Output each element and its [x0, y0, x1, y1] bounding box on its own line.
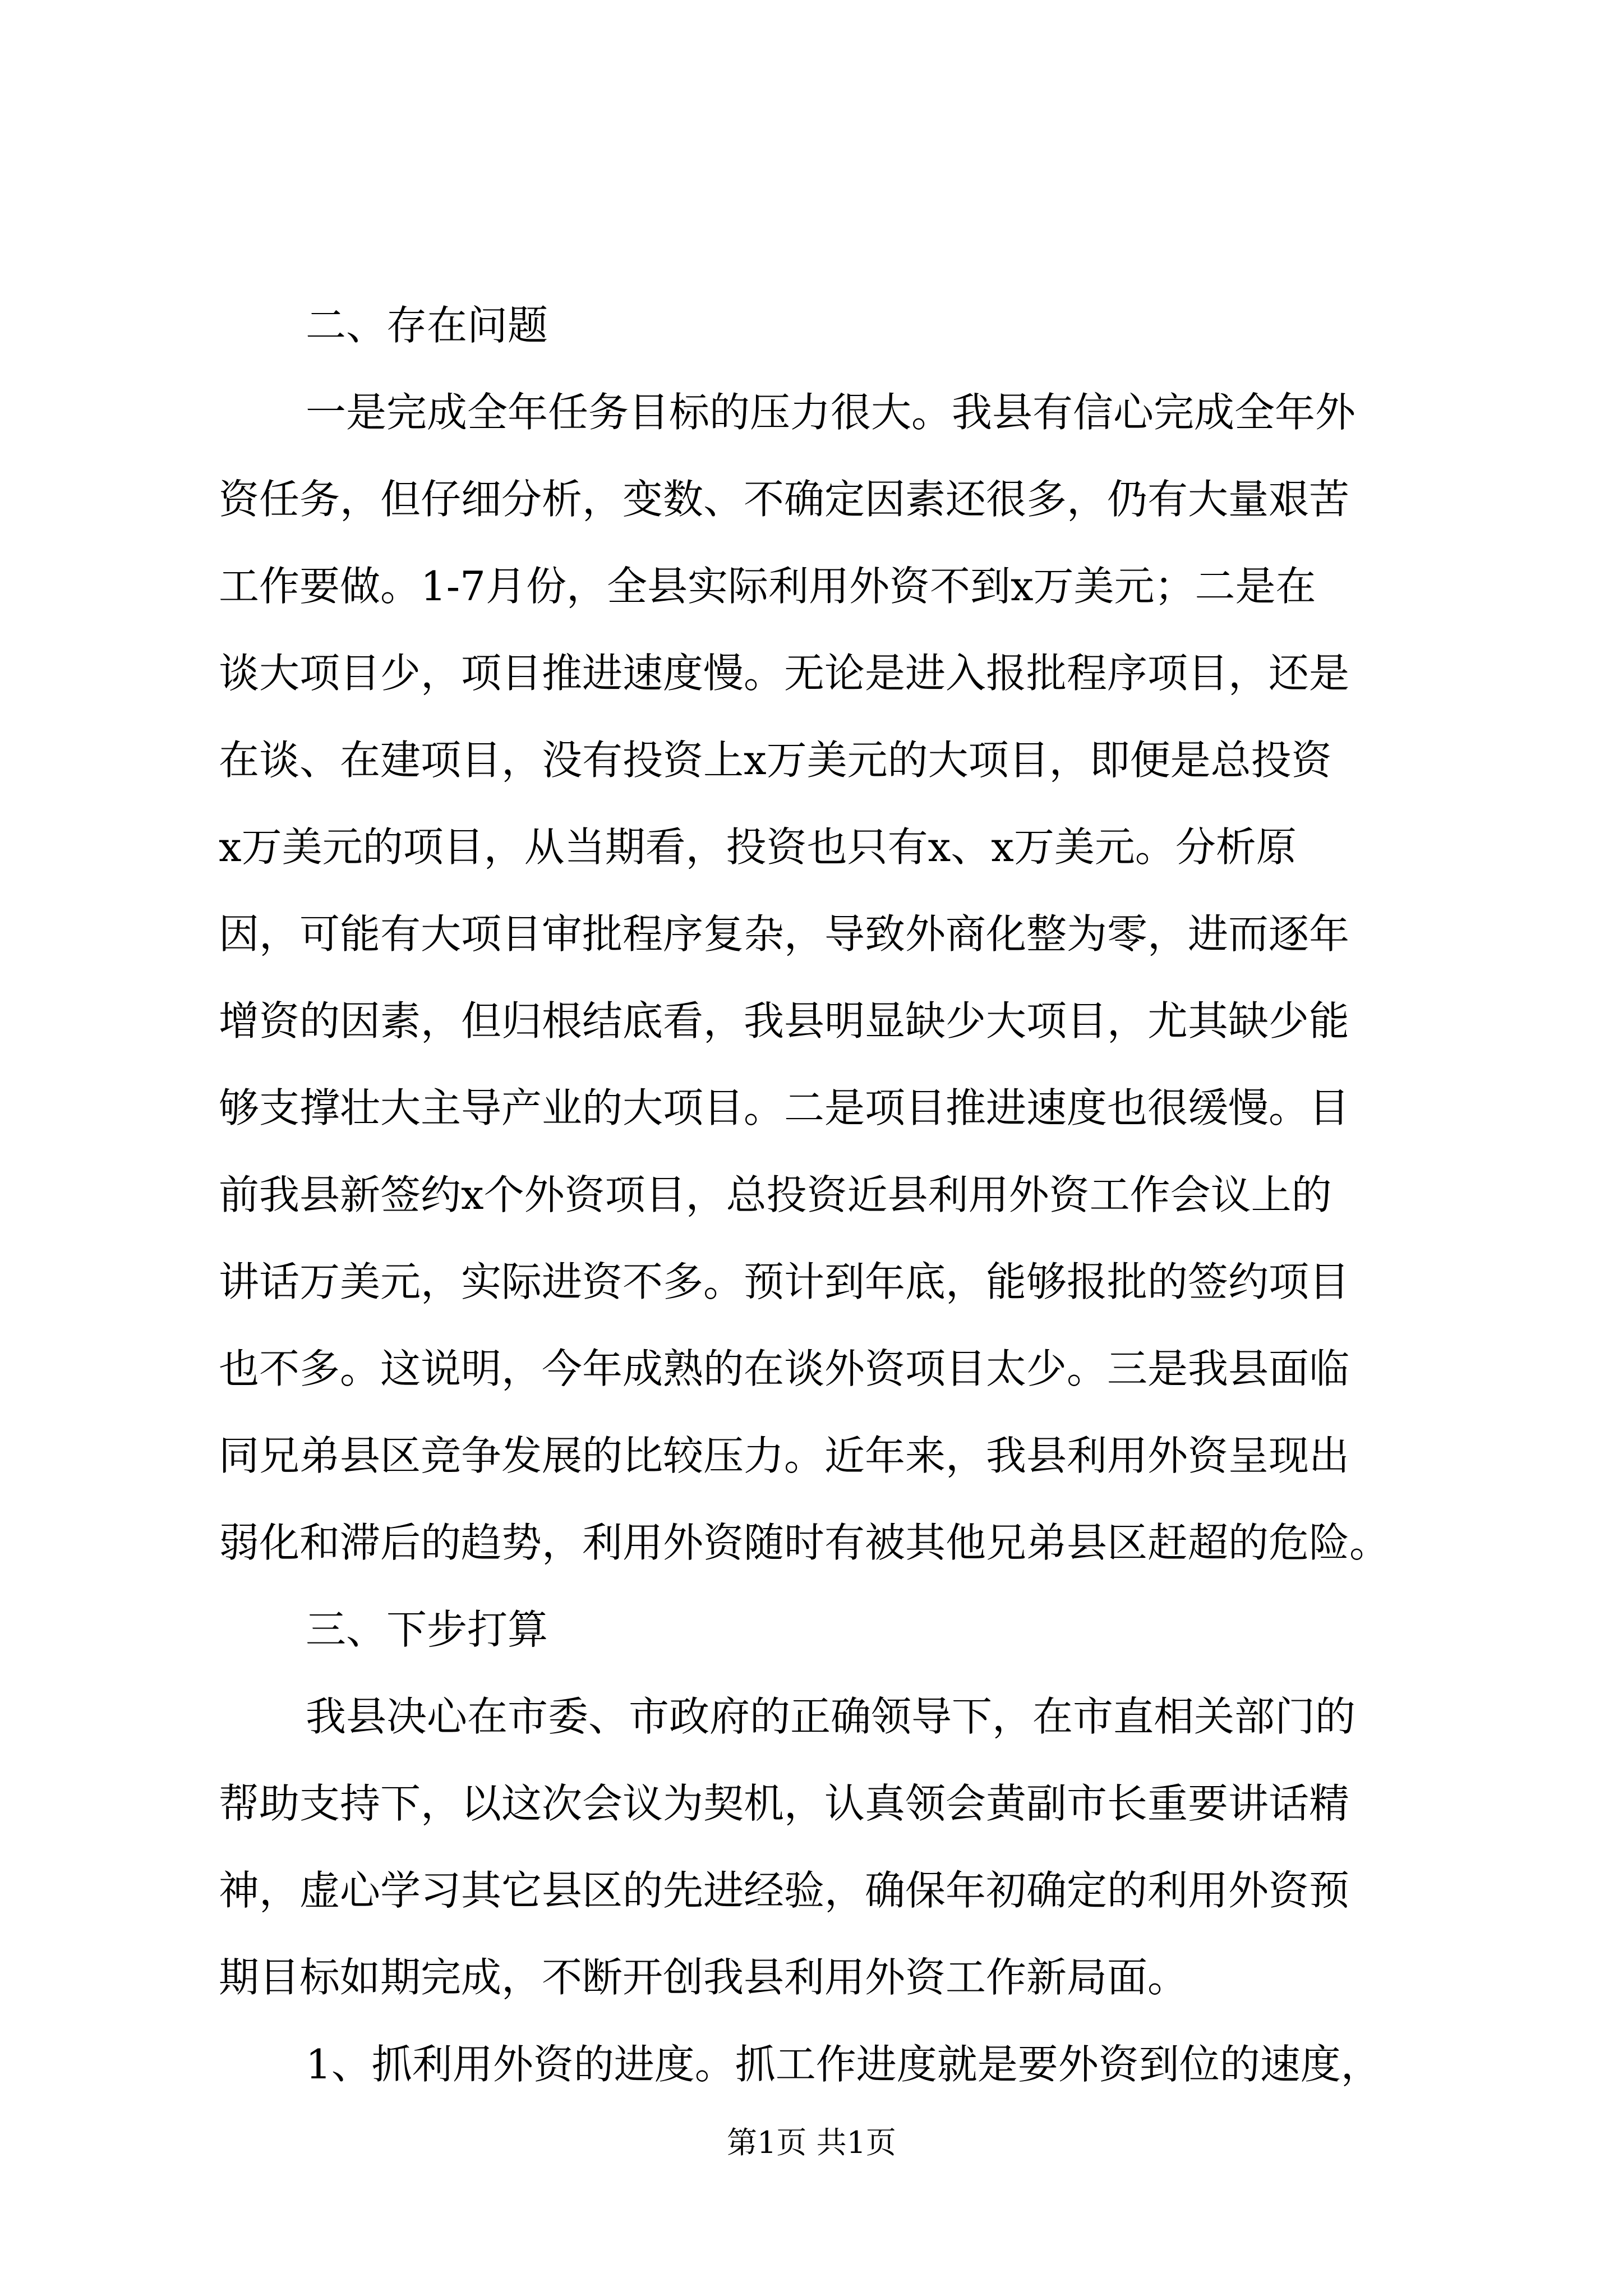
- section-heading: 三、下步打算: [306, 1606, 548, 1653]
- paragraph-line: 讲话万美元，实际进资不多。预计到年底，能够报批的签约项目: [219, 1258, 1350, 1305]
- paragraph-line: 够支撑壮大主导产业的大项目。二是项目推进速度也很缓慢。目: [219, 1084, 1350, 1131]
- page-footer: 第1页 共1页: [727, 2125, 896, 2160]
- paragraph-line: 1、抓利用外资的进度。抓工作进度就是要外资到位的速度，: [306, 2041, 1381, 2088]
- paragraph-line: 增资的因素，但归根结底看，我县明显缺少大项目，尤其缺少能: [219, 997, 1350, 1045]
- paragraph-line: 资任务，但仔细分析，变数、不确定因素还很多，仍有大量艰苦: [219, 476, 1350, 523]
- paragraph-line: 帮助支持下，以这次会议为契机，认真领会黄副市长重要讲话精: [219, 1780, 1350, 1827]
- paragraph-line: 期目标如期完成，不断开创我县利用外资工作新局面。: [219, 1954, 1188, 2001]
- paragraph-line: 同兄弟县区竞争发展的比较压力。近年来，我县利用外资呈现出: [219, 1432, 1350, 1479]
- paragraph-line: 工作要做。1-7月份，全县实际利用外资不到x万美元；二是在: [219, 563, 1316, 610]
- paragraph-line: 前我县新签约x个外资项目，总投资近县利用外资工作会议上的: [219, 1171, 1332, 1218]
- paragraph-line: x万美元的项目，从当期看，投资也只有x、x万美元。分析原: [219, 823, 1297, 871]
- paragraph-line: 也不多。这说明，今年成熟的在谈外资项目太少。三是我县面临: [219, 1345, 1350, 1392]
- paragraph-line: 神，虚心学习其它县区的先进经验，确保年初确定的利用外资预: [219, 1867, 1350, 1914]
- paragraph-line: 在谈、在建项目，没有投资上x万美元的大项目，即便是总投资: [219, 737, 1332, 784]
- paragraph-line: 一是完成全年任务目标的压力很大。我县有信心完成全年外: [306, 389, 1356, 436]
- paragraph-line: 因，可能有大项目审批程序复杂，导致外商化整为零，进而逐年: [219, 910, 1350, 958]
- paragraph-line: 我县决心在市委、市政府的正确领导下，在市直相关部门的: [306, 1693, 1356, 1740]
- paragraph-line: 谈大项目少，项目推进速度慢。无论是进入报批程序项目，还是: [219, 650, 1350, 697]
- section-heading: 二、存在问题: [306, 302, 548, 349]
- paragraph-line: 弱化和滞后的趋势，利用外资随时有被其他兄弟县区赶超的危险。: [219, 1519, 1390, 1566]
